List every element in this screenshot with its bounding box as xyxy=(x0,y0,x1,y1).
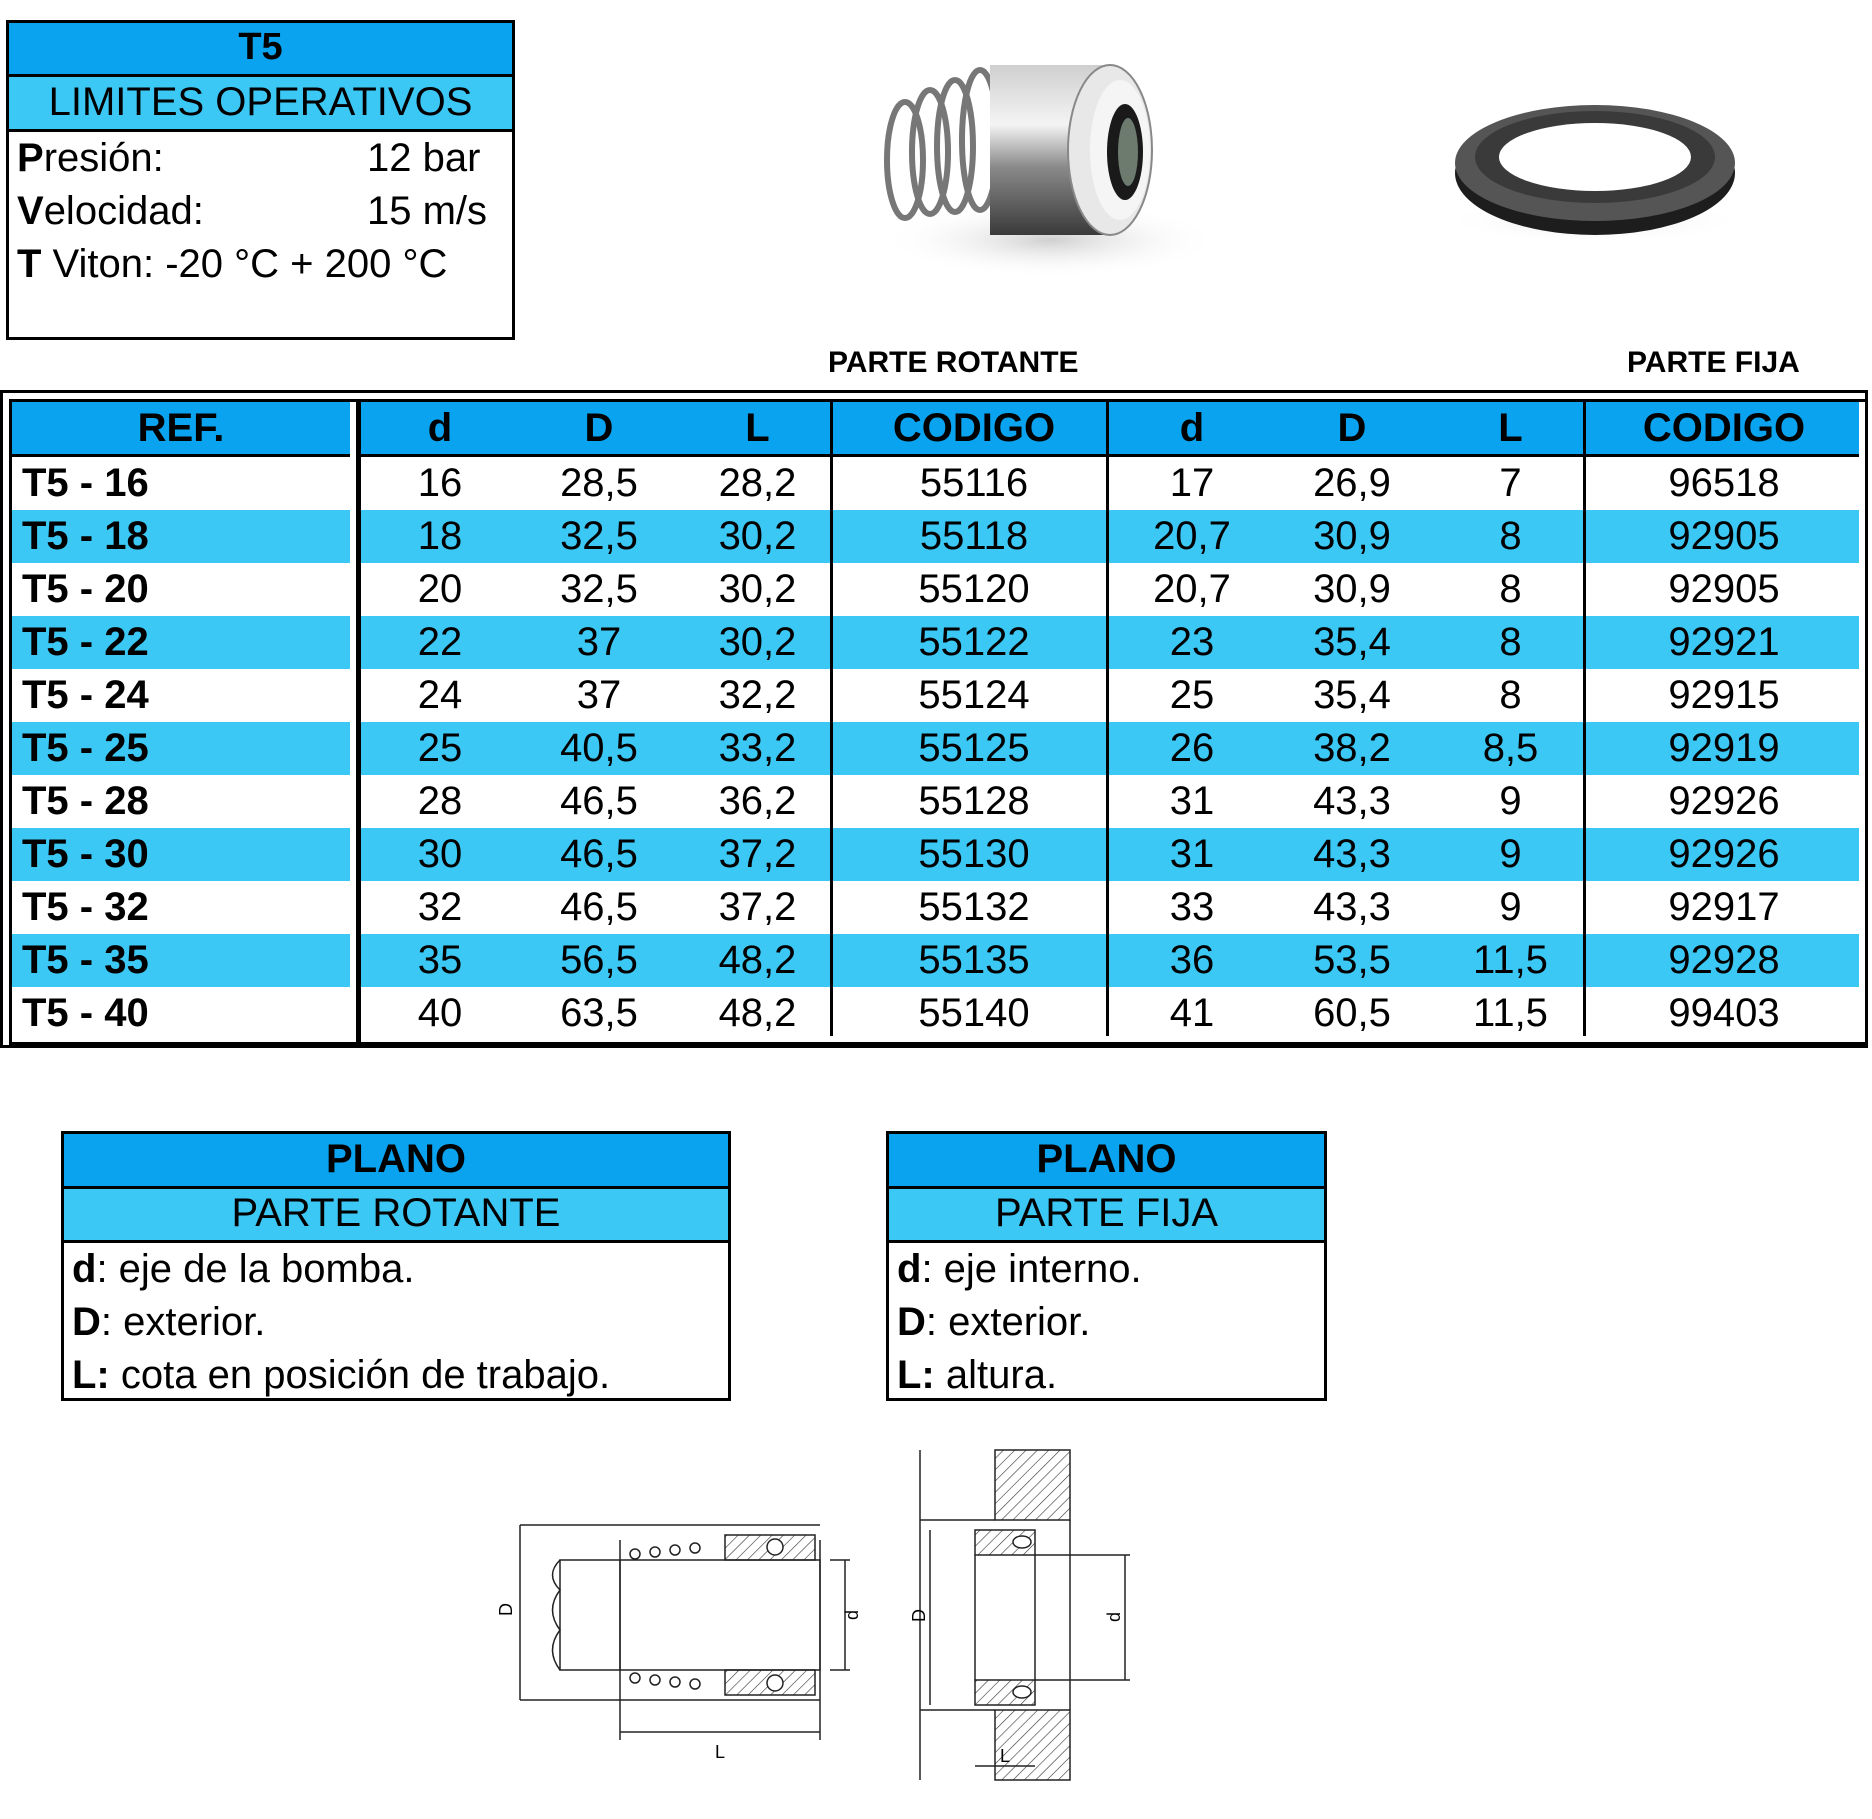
cell-fija-codigo: 92926 xyxy=(1668,832,1780,876)
cell-rot-codigo: 55122 xyxy=(918,620,1030,664)
separator-fija-codigo xyxy=(1583,402,1586,1036)
cell-rot-codigo: 55124 xyxy=(918,673,1030,717)
legend-key: L: xyxy=(72,1353,110,1397)
cell-fija-d: 26 xyxy=(1169,726,1215,770)
rotating-seal-image xyxy=(870,40,1250,285)
cell-rot-D: 40,5 xyxy=(560,726,638,770)
table-row-ref xyxy=(12,828,350,881)
plano-fija-subtitle: PARTE FIJA xyxy=(889,1189,1324,1243)
limit-row-presion xyxy=(9,132,512,185)
legend-key: L: xyxy=(897,1353,935,1397)
cell-fija-D: 43,3 xyxy=(1313,779,1391,823)
table-row-ref xyxy=(12,563,350,616)
table-row-ref xyxy=(12,775,350,828)
cell-rot-D: 37 xyxy=(576,620,622,664)
separator-fija xyxy=(1106,402,1109,1036)
limits-box xyxy=(6,20,515,340)
cell-fija-L: 9 xyxy=(1499,779,1522,823)
drawing-label-D-fija: D xyxy=(909,1609,929,1622)
header-rot-codigo: CODIGO xyxy=(892,406,1056,450)
table-row-ref xyxy=(12,616,350,669)
plano-fija-title: PLANO xyxy=(889,1134,1324,1189)
cell-fija-D: 38,2 xyxy=(1313,726,1391,770)
cell-fija-L: 11,5 xyxy=(1473,991,1548,1035)
cell-rot-L: 28,2 xyxy=(718,461,797,505)
cell-rot-D: 32,5 xyxy=(560,514,638,558)
drawing-label-d: d xyxy=(842,1609,862,1620)
cell-fija-D: 30,9 xyxy=(1313,567,1391,611)
cell-fija-codigo: 92905 xyxy=(1668,514,1780,558)
cell-rot-D: 46,5 xyxy=(560,779,638,823)
cell-fija-codigo: 92928 xyxy=(1668,938,1780,982)
cell-rot-D: 28,5 xyxy=(560,461,638,505)
limits-subtitle: LIMITES OPERATIVOS xyxy=(9,77,512,132)
cell-rot-d: 18 xyxy=(417,514,463,558)
cell-rot-d: 30 xyxy=(417,832,463,876)
ref-cell: T5 - 16 xyxy=(22,461,149,505)
cell-rot-L: 36,2 xyxy=(718,779,797,823)
drawing-label-D: D xyxy=(496,1603,516,1616)
plano-fija-row xyxy=(889,1296,1324,1349)
drawing-label-L-fija: L xyxy=(1000,1746,1011,1766)
cell-fija-d: 33 xyxy=(1169,885,1215,929)
cell-rot-L: 37,2 xyxy=(718,832,797,876)
header-fija-D: D xyxy=(1337,406,1367,450)
ref-cell: T5 - 35 xyxy=(22,938,149,982)
cell-fija-L: 8 xyxy=(1499,673,1522,717)
table-row xyxy=(361,934,1859,987)
cell-fija-d: 25 xyxy=(1169,673,1215,717)
legend-text: cota en posición de trabajo. xyxy=(109,1353,611,1397)
header-rot-d: d xyxy=(427,406,453,450)
cell-fija-L: 8 xyxy=(1499,620,1522,664)
limit-label: elocidad: xyxy=(43,189,204,233)
ref-cell: T5 - 18 xyxy=(22,514,149,558)
cell-fija-codigo: 92919 xyxy=(1668,726,1780,770)
cell-fija-L: 7 xyxy=(1499,461,1522,505)
ref-cell: T5 - 30 xyxy=(22,832,149,876)
cell-rot-d: 20 xyxy=(417,567,463,611)
plano-rotante-row xyxy=(64,1243,728,1296)
dimensions-table xyxy=(0,390,1868,1048)
plano-fija-row xyxy=(889,1349,1324,1402)
table-row xyxy=(361,775,1859,828)
limits-title: T5 xyxy=(9,23,512,77)
cell-fija-d: 41 xyxy=(1169,991,1215,1035)
legend-key: d xyxy=(72,1247,97,1291)
header-ref: REF. xyxy=(137,406,225,450)
cell-fija-L: 8 xyxy=(1499,567,1522,611)
table-row xyxy=(361,987,1859,1040)
legend-key: D xyxy=(72,1300,101,1344)
cell-rot-L: 48,2 xyxy=(718,938,797,982)
cell-fija-codigo: 99403 xyxy=(1668,991,1780,1035)
cell-rot-L: 30,2 xyxy=(718,620,797,664)
header-fija-codigo: CODIGO xyxy=(1642,406,1806,450)
cell-rot-d: 35 xyxy=(417,938,463,982)
cell-fija-D: 30,9 xyxy=(1313,514,1391,558)
cell-fija-D: 35,4 xyxy=(1313,673,1391,717)
cell-fija-d: 31 xyxy=(1169,779,1215,823)
limit-value: 15 m/s xyxy=(367,189,488,233)
ref-cell: T5 - 24 xyxy=(22,673,149,717)
stationary-seat-image xyxy=(1440,95,1750,245)
legend-text: altura. xyxy=(934,1353,1058,1397)
table-row-ref xyxy=(12,669,350,722)
table-row xyxy=(361,563,1859,616)
table-row xyxy=(361,828,1859,881)
table-row-ref xyxy=(12,934,350,987)
limit-label: resión: xyxy=(43,136,164,180)
table-row xyxy=(361,881,1859,934)
cell-fija-codigo: 92915 xyxy=(1668,673,1780,717)
limit-value: 12 bar xyxy=(367,136,481,180)
plano-rotante-row xyxy=(64,1296,728,1349)
cell-rot-D: 32,5 xyxy=(560,567,638,611)
table-row-ref xyxy=(12,510,350,563)
cell-fija-codigo: 96518 xyxy=(1668,461,1780,505)
cell-fija-L: 11,5 xyxy=(1473,938,1548,982)
cell-fija-D: 26,9 xyxy=(1313,461,1391,505)
table-row-ref xyxy=(12,457,350,510)
table-row xyxy=(361,669,1859,722)
cell-rot-codigo: 55116 xyxy=(919,461,1029,505)
plano-rotante-subtitle: PARTE ROTANTE xyxy=(64,1189,728,1243)
table-row xyxy=(361,722,1859,775)
header-fija-d: d xyxy=(1179,406,1205,450)
limit-row-velocidad xyxy=(9,185,512,238)
section-title-fija: PARTE FIJA xyxy=(1627,346,1800,379)
ref-cell: T5 - 40 xyxy=(22,991,149,1035)
cell-fija-d: 23 xyxy=(1169,620,1215,664)
plano-fija-box xyxy=(886,1131,1327,1401)
cell-rot-L: 33,2 xyxy=(718,726,797,770)
cell-fija-D: 53,5 xyxy=(1313,938,1391,982)
table-row-ref xyxy=(12,722,350,775)
table-row-ref xyxy=(12,881,350,934)
ref-cell: T5 - 20 xyxy=(22,567,149,611)
ref-cell: T5 - 25 xyxy=(22,726,149,770)
cell-fija-D: 35,4 xyxy=(1313,620,1391,664)
cell-rot-d: 28 xyxy=(417,779,463,823)
cell-rot-codigo: 55118 xyxy=(919,514,1029,558)
cell-fija-L: 8 xyxy=(1499,514,1522,558)
cell-rot-L: 30,2 xyxy=(718,567,797,611)
ref-cell: T5 - 32 xyxy=(22,885,149,929)
cell-rot-D: 46,5 xyxy=(560,832,638,876)
legend-text: : eje de la bomba. xyxy=(96,1247,415,1291)
cell-fija-D: 43,3 xyxy=(1313,832,1391,876)
table-row xyxy=(361,616,1859,669)
cell-rot-d: 25 xyxy=(417,726,463,770)
cell-rot-d: 24 xyxy=(417,673,463,717)
header-rot-D: D xyxy=(584,406,614,450)
cell-fija-d: 20,7 xyxy=(1153,514,1231,558)
cell-rot-codigo: 55120 xyxy=(918,567,1030,611)
cell-rot-codigo: 55135 xyxy=(918,938,1030,982)
stationary-part-drawing xyxy=(900,1440,1160,1790)
legend-key: D xyxy=(897,1300,926,1344)
cell-rot-L: 48,2 xyxy=(718,991,797,1035)
cell-fija-L: 8,5 xyxy=(1482,726,1539,770)
cell-fija-D: 43,3 xyxy=(1313,885,1391,929)
limit-label: Viton: -20 °C + 200 °C xyxy=(41,242,448,286)
cell-rot-d: 32 xyxy=(417,885,463,929)
cell-fija-D: 60,5 xyxy=(1313,991,1391,1035)
section-title-rotante: PARTE ROTANTE xyxy=(828,346,1079,379)
table-row xyxy=(361,457,1859,510)
cell-fija-codigo: 92917 xyxy=(1668,885,1780,929)
limit-label-bold: T xyxy=(17,242,42,286)
table-row-ref xyxy=(12,987,350,1040)
cell-fija-codigo: 92926 xyxy=(1668,779,1780,823)
data-header xyxy=(361,402,1859,457)
plano-rotante-box xyxy=(61,1131,731,1401)
cell-rot-D: 46,5 xyxy=(560,885,638,929)
header-rot-L: L xyxy=(745,406,770,450)
cell-rot-L: 32,2 xyxy=(718,673,797,717)
cell-fija-codigo: 92905 xyxy=(1668,567,1780,611)
plano-fija-row xyxy=(889,1243,1324,1296)
cell-rot-D: 63,5 xyxy=(560,991,638,1035)
cell-rot-d: 40 xyxy=(417,991,463,1035)
separator-rot-codigo xyxy=(830,402,833,1036)
cell-rot-D: 37 xyxy=(576,673,622,717)
drawing-label-L: L xyxy=(715,1742,726,1762)
table-row xyxy=(361,510,1859,563)
ref-cell: T5 - 28 xyxy=(22,779,149,823)
plano-rotante-title: PLANO xyxy=(64,1134,728,1189)
limit-label-bold: V xyxy=(17,189,44,233)
limit-row-temperatura xyxy=(9,238,512,291)
legend-text: : exterior. xyxy=(100,1300,266,1344)
legend-text: : exterior. xyxy=(925,1300,1091,1344)
cell-fija-d: 36 xyxy=(1169,938,1215,982)
cell-fija-L: 9 xyxy=(1499,832,1522,876)
plano-rotante-row xyxy=(64,1349,728,1402)
cell-rot-codigo: 55125 xyxy=(918,726,1030,770)
cell-rot-d: 16 xyxy=(417,461,463,505)
cell-rot-L: 37,2 xyxy=(718,885,797,929)
legend-text: : eje interno. xyxy=(921,1247,1142,1291)
limit-label-bold: P xyxy=(17,136,44,180)
cell-rot-L: 30,2 xyxy=(718,514,797,558)
cell-rot-D: 56,5 xyxy=(560,938,638,982)
cell-fija-d: 31 xyxy=(1169,832,1215,876)
cell-fija-d: 17 xyxy=(1169,461,1215,505)
cell-rot-codigo: 55130 xyxy=(918,832,1030,876)
rotating-part-drawing xyxy=(490,1500,890,1780)
cell-rot-codigo: 55132 xyxy=(918,885,1030,929)
drawing-label-d-fija: d xyxy=(1104,1611,1124,1622)
ref-header xyxy=(12,402,350,457)
cell-fija-codigo: 92921 xyxy=(1668,620,1780,664)
legend-key: d xyxy=(897,1247,922,1291)
header-fija-L: L xyxy=(1498,406,1523,450)
cell-rot-d: 22 xyxy=(417,620,463,664)
cell-rot-codigo: 55140 xyxy=(918,991,1030,1035)
ref-cell: T5 - 22 xyxy=(22,620,149,664)
cell-fija-L: 9 xyxy=(1499,885,1522,929)
cell-fija-d: 20,7 xyxy=(1153,567,1231,611)
cell-rot-codigo: 55128 xyxy=(918,779,1030,823)
